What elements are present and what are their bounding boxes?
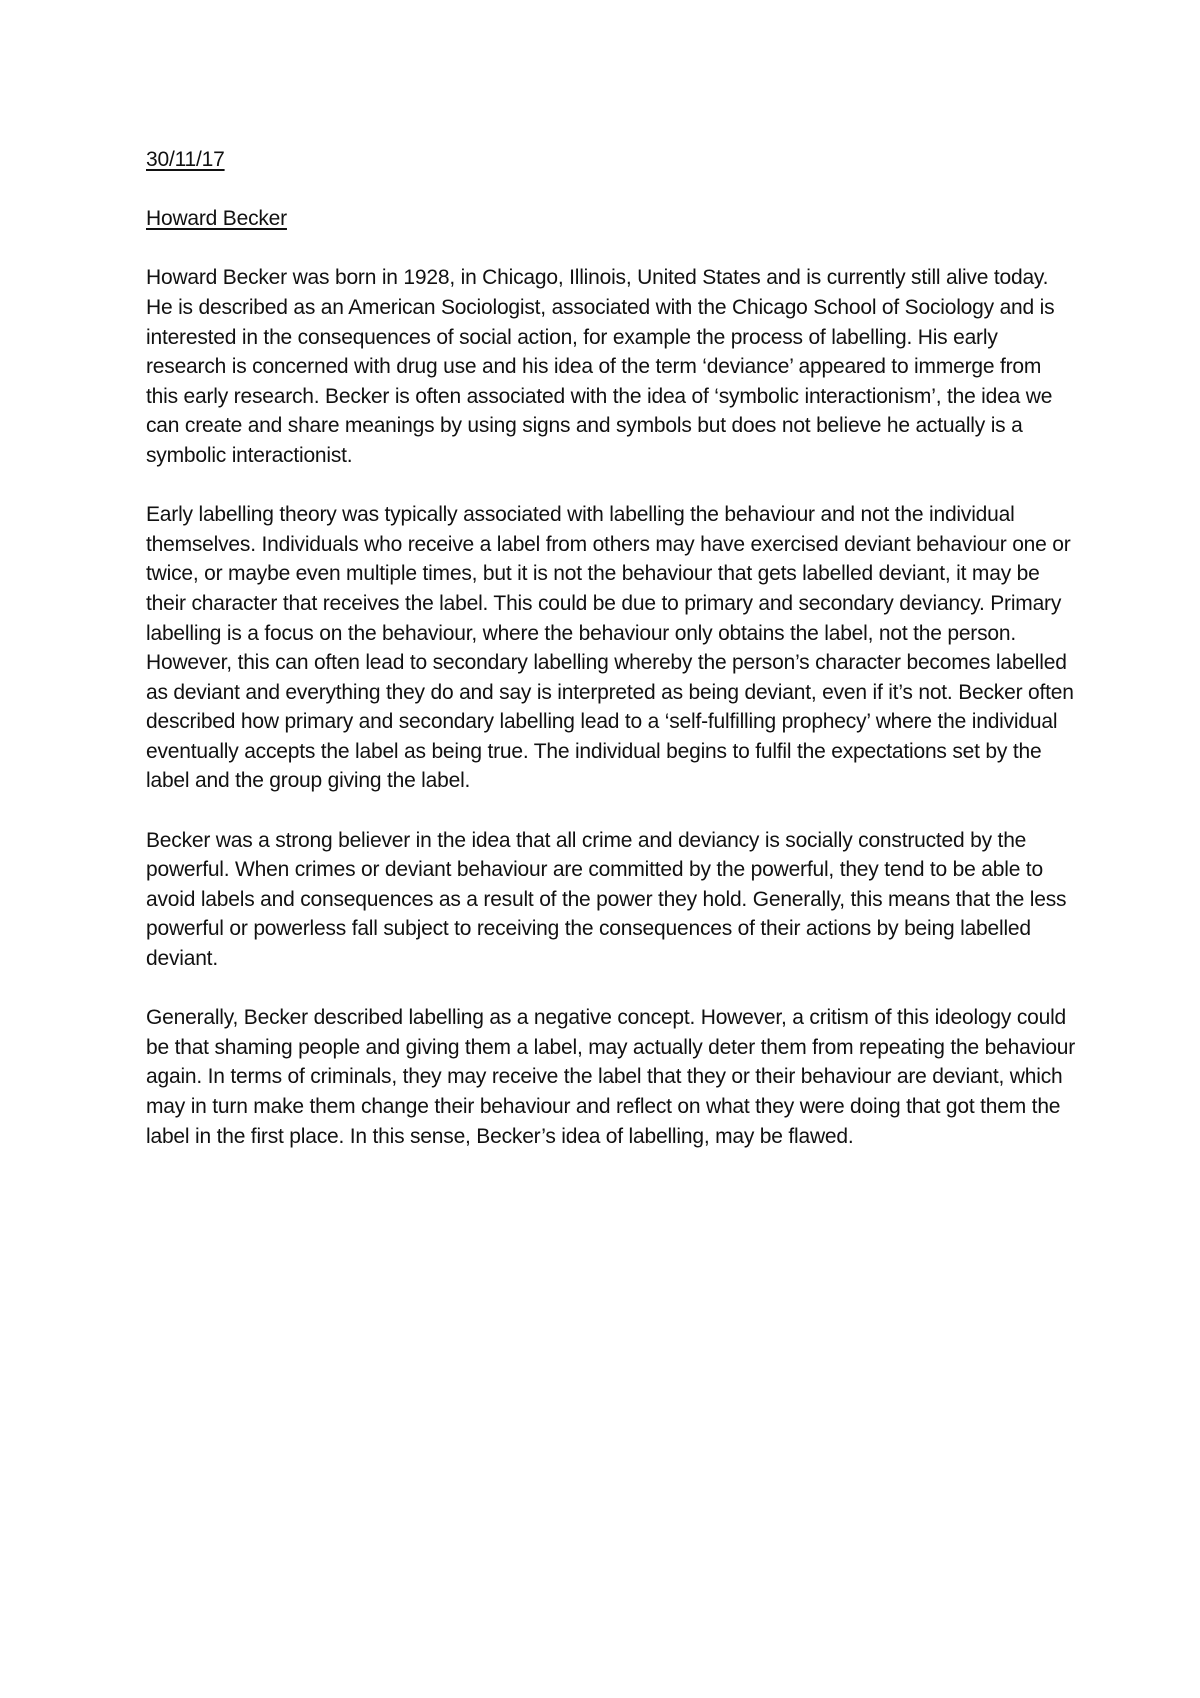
paragraph-biography: Howard Becker was born in 1928, in Chicago, Illinois, United States and is currently still alive today. He is described as an American Sociologist, associated with the Chicago School of Sociology and is interested in the consequences of social action, for example the process of labelling. His early research is concerned with drug use and his idea of the term ‘deviance’ appeared to immerge from this early research. Becker is often associated with the idea of ‘symbolic interactionism’, the idea we can create and share meanings by using signs and symbols but does not believe he actually is a symbolic interactionist.: [146, 266, 1055, 467]
paragraph-labelling-theory: Early labelling theory was typically associated with labelling the behaviour and not the individual themselves. Individuals who receive a label from others may have exercised deviant behaviour one or twice, or maybe even multiple times, but it is not the behaviour that gets labelled deviant, it may be their character that receives the label. This could be due to primary and secondary deviancy. Primary labelling is a focus on the behaviour, where the behaviour only obtains the label, not the person. However, this can often lead to secondary labelling whereby the person’s character becomes labelled as deviant and everything they do and say is interpreted as being deviant, even if it’s not. Becker often described how primary and secondary labelling lead to a ‘self-fulfilling prophecy’ where the individual eventually accepts the label as being true. The individual begins to fulfil the expectations set by the label and the group giving the label.: [146, 503, 1074, 793]
document-body: [146, 145, 1076, 1151]
paragraph-social-construction: Becker was a strong believer in the idea that all crime and deviancy is socially constructed by the powerful. When crimes or deviant behaviour are committed by the powerful, they tend to be able to avoid labels and consequences as a result of the power they hold. Generally, this means that the less powerful or powerless fall subject to receiving the consequences of their actions by being labelled deviant.: [146, 828, 1067, 971]
document-date: 30/11/17: [146, 148, 225, 171]
paragraph-criticism: Generally, Becker described labelling as a negative concept. However, a critism of this ideology could be that shaming people and giving them a label, may actually deter them from repeating the behaviour again. In terms of criminals, they may receive the label that they or their behaviour are deviant, which may in turn make them change their behaviour and reflect on what they were doing that got them the label in the first place. In this sense, Becker’s idea of labelling, may be flawed.: [146, 1006, 1076, 1148]
document-title: Howard Becker: [146, 207, 287, 231]
